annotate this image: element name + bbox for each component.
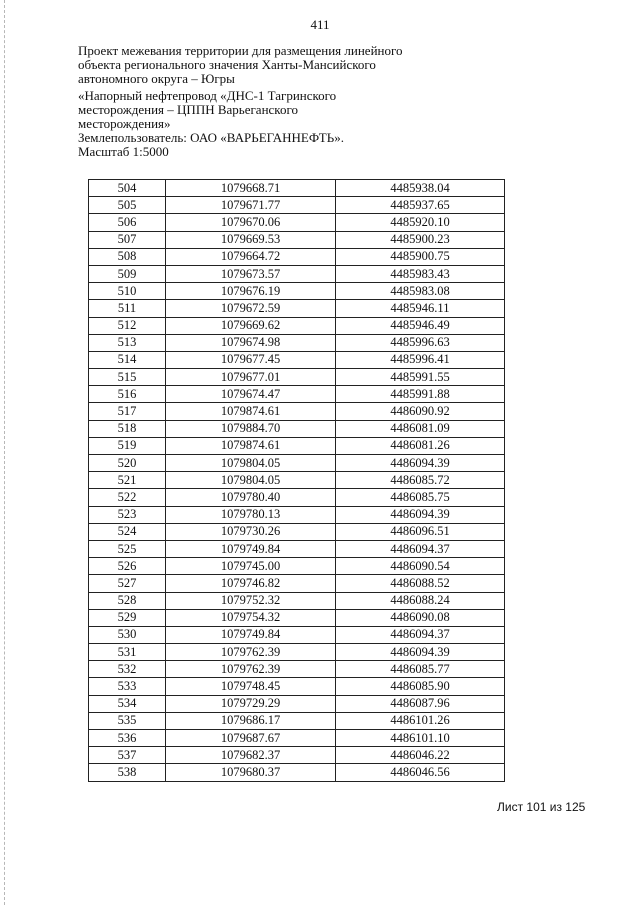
y-coordinate-cell: 4486090.54 [336, 558, 505, 575]
table-row [89, 712, 505, 729]
table-row [89, 283, 505, 300]
table-row [89, 386, 505, 403]
table-row [89, 695, 505, 712]
point-number-cell: 532 [89, 661, 166, 678]
point-number-cell: 529 [89, 609, 166, 626]
point-number-cell: 534 [89, 695, 166, 712]
y-coordinate-cell: 4486085.77 [336, 661, 505, 678]
header-line: Землепользователь: ОАО «ВАРЬЕГАННЕФТЬ». [78, 130, 344, 146]
x-coordinate-cell: 1079729.29 [166, 695, 336, 712]
y-coordinate-cell: 4485991.88 [336, 386, 505, 403]
x-coordinate-cell: 1079672.59 [166, 300, 336, 317]
table-row [89, 592, 505, 609]
point-number-cell: 521 [89, 472, 166, 489]
point-number-cell: 524 [89, 523, 166, 540]
y-coordinate-cell: 4486085.75 [336, 489, 505, 506]
point-number-cell: 509 [89, 265, 166, 282]
point-number-cell: 525 [89, 540, 166, 557]
table-row [89, 248, 505, 265]
table-row [89, 300, 505, 317]
x-coordinate-cell: 1079745.00 [166, 558, 336, 575]
header-line: «Напорный нефтепровод «ДНС-1 Тагринского [78, 87, 337, 103]
y-coordinate-cell: 4485920.10 [336, 214, 505, 231]
x-coordinate-cell: 1079780.13 [166, 506, 336, 523]
point-number-cell: 535 [89, 712, 166, 729]
y-coordinate-cell: 4486046.22 [336, 747, 505, 764]
x-coordinate-cell: 1079670.06 [166, 214, 336, 231]
point-number-cell: 511 [89, 300, 166, 317]
x-coordinate-cell: 1079780.40 [166, 489, 336, 506]
point-number-cell: 537 [89, 747, 166, 764]
point-number-cell: 530 [89, 626, 166, 643]
point-number-cell: 522 [89, 489, 166, 506]
header-line: Масштаб 1:5000 [78, 144, 169, 160]
x-coordinate-cell: 1079671.77 [166, 197, 336, 214]
point-number-cell: 533 [89, 678, 166, 695]
point-number-cell: 510 [89, 283, 166, 300]
x-coordinate-cell: 1079687.67 [166, 730, 336, 747]
x-coordinate-cell: 1079752.32 [166, 592, 336, 609]
y-coordinate-cell: 4486081.26 [336, 437, 505, 454]
table-row [89, 730, 505, 747]
y-coordinate-cell: 4485937.65 [336, 197, 505, 214]
point-number-cell: 515 [89, 369, 166, 386]
table-row [89, 489, 505, 506]
table-row [89, 661, 505, 678]
point-number-cell: 507 [89, 231, 166, 248]
table-row [89, 558, 505, 575]
table-row [89, 747, 505, 764]
header-line: месторождения – ЦППН Варьеганского [78, 101, 298, 117]
y-coordinate-cell: 4485900.75 [336, 248, 505, 265]
y-coordinate-cell: 4485991.55 [336, 369, 505, 386]
table-row [89, 214, 505, 231]
header-line: объекта регионального значения Ханты-Мансийского [78, 57, 376, 73]
x-coordinate-cell: 1079762.39 [166, 661, 336, 678]
table-row [89, 506, 505, 523]
table-row [89, 403, 505, 420]
y-coordinate-cell: 4486087.96 [336, 695, 505, 712]
point-number-cell: 520 [89, 455, 166, 472]
coordinates-table [88, 179, 505, 782]
table-row [89, 197, 505, 214]
page-number: 411 [310, 17, 330, 32]
y-coordinate-cell: 4486094.37 [336, 540, 505, 557]
sheet-number: Лист 101 из 125 [497, 800, 586, 814]
header-line: Проект межевания территории для размещения линейного [78, 43, 403, 58]
y-coordinate-cell: 4486094.39 [336, 506, 505, 523]
y-coordinate-cell: 4485983.43 [336, 265, 505, 282]
y-coordinate-cell: 4486094.39 [336, 455, 505, 472]
x-coordinate-cell: 1079676.19 [166, 283, 336, 300]
y-coordinate-cell: 4486090.08 [336, 609, 505, 626]
x-coordinate-cell: 1079749.84 [166, 626, 336, 643]
x-coordinate-cell: 1079680.37 [166, 764, 336, 781]
point-number-cell: 538 [89, 764, 166, 781]
table-row [89, 626, 505, 643]
coordinates-table-body [89, 180, 505, 782]
point-number-cell: 512 [89, 317, 166, 334]
header-line: автономного округа – Югры [78, 71, 235, 87]
table-row [89, 455, 505, 472]
x-coordinate-cell: 1079677.45 [166, 351, 336, 368]
y-coordinate-cell: 4486081.09 [336, 420, 505, 437]
point-number-cell: 531 [89, 644, 166, 661]
y-coordinate-cell: 4486085.72 [336, 472, 505, 489]
point-number-cell: 526 [89, 558, 166, 575]
document-header [78, 44, 458, 160]
y-coordinate-cell: 4485900.23 [336, 231, 505, 248]
y-coordinate-cell: 4485983.08 [336, 283, 505, 300]
table-row [89, 609, 505, 626]
point-number-cell: 527 [89, 575, 166, 592]
x-coordinate-cell: 1079686.17 [166, 712, 336, 729]
point-number-cell: 528 [89, 592, 166, 609]
table-row [89, 644, 505, 661]
x-coordinate-cell: 1079874.61 [166, 437, 336, 454]
table-row [89, 523, 505, 540]
x-coordinate-cell: 1079674.98 [166, 334, 336, 351]
x-coordinate-cell: 1079762.39 [166, 644, 336, 661]
table-row [89, 575, 505, 592]
table-row [89, 369, 505, 386]
x-coordinate-cell: 1079746.82 [166, 575, 336, 592]
y-coordinate-cell: 4486101.26 [336, 712, 505, 729]
x-coordinate-cell: 1079754.32 [166, 609, 336, 626]
point-number-cell: 518 [89, 420, 166, 437]
point-number-cell: 536 [89, 730, 166, 747]
x-coordinate-cell: 1079749.84 [166, 540, 336, 557]
table-row [89, 265, 505, 282]
table-row [89, 437, 505, 454]
point-number-cell: 516 [89, 386, 166, 403]
table-row [89, 472, 505, 489]
y-coordinate-cell: 4486094.37 [336, 626, 505, 643]
x-coordinate-cell: 1079669.62 [166, 317, 336, 334]
point-number-cell: 504 [89, 180, 166, 197]
table-row [89, 180, 505, 197]
y-coordinate-cell: 4485946.49 [336, 317, 505, 334]
point-number-cell: 514 [89, 351, 166, 368]
table-row [89, 351, 505, 368]
table-row [89, 678, 505, 695]
y-coordinate-cell: 4486096.51 [336, 523, 505, 540]
y-coordinate-cell: 4486046.56 [336, 764, 505, 781]
header-line: месторождения» [78, 116, 171, 132]
x-coordinate-cell: 1079669.53 [166, 231, 336, 248]
x-coordinate-cell: 1079668.71 [166, 180, 336, 197]
y-coordinate-cell: 4486085.90 [336, 678, 505, 695]
y-coordinate-cell: 4485996.63 [336, 334, 505, 351]
point-number-cell: 517 [89, 403, 166, 420]
x-coordinate-cell: 1079674.47 [166, 386, 336, 403]
y-coordinate-cell: 4486090.92 [336, 403, 505, 420]
x-coordinate-cell: 1079682.37 [166, 747, 336, 764]
table-row [89, 231, 505, 248]
x-coordinate-cell: 1079673.57 [166, 265, 336, 282]
y-coordinate-cell: 4486101.10 [336, 730, 505, 747]
x-coordinate-cell: 1079804.05 [166, 472, 336, 489]
y-coordinate-cell: 4485946.11 [336, 300, 505, 317]
y-coordinate-cell: 4486094.39 [336, 644, 505, 661]
point-number-cell: 508 [89, 248, 166, 265]
table-row [89, 317, 505, 334]
y-coordinate-cell: 4486088.52 [336, 575, 505, 592]
scan-edge [4, 0, 7, 905]
table-row [89, 420, 505, 437]
table-row [89, 764, 505, 781]
point-number-cell: 523 [89, 506, 166, 523]
point-number-cell: 505 [89, 197, 166, 214]
x-coordinate-cell: 1079804.05 [166, 455, 336, 472]
x-coordinate-cell: 1079748.45 [166, 678, 336, 695]
point-number-cell: 519 [89, 437, 166, 454]
point-number-cell: 513 [89, 334, 166, 351]
table-row [89, 334, 505, 351]
x-coordinate-cell: 1079664.72 [166, 248, 336, 265]
y-coordinate-cell: 4486088.24 [336, 592, 505, 609]
y-coordinate-cell: 4485938.04 [336, 180, 505, 197]
x-coordinate-cell: 1079884.70 [166, 420, 336, 437]
point-number-cell: 506 [89, 214, 166, 231]
x-coordinate-cell: 1079730.26 [166, 523, 336, 540]
y-coordinate-cell: 4485996.41 [336, 351, 505, 368]
x-coordinate-cell: 1079677.01 [166, 369, 336, 386]
x-coordinate-cell: 1079874.61 [166, 403, 336, 420]
table-row [89, 540, 505, 557]
